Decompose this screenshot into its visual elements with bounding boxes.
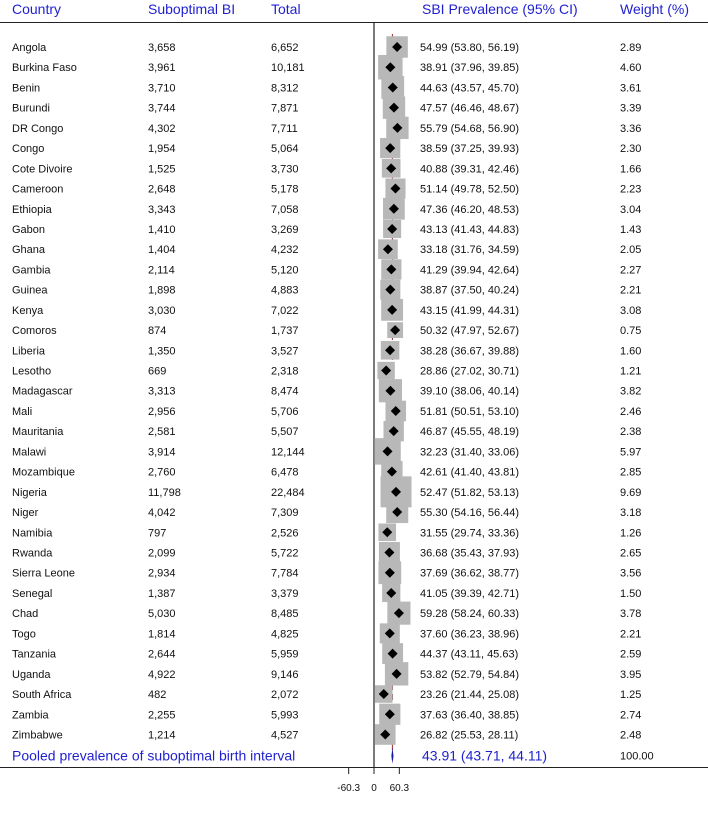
row-weight: 1.43 bbox=[620, 223, 642, 236]
row-suboptimal: 874 bbox=[148, 325, 167, 338]
row-country: DR Congo bbox=[12, 122, 64, 135]
pooled-diamond bbox=[391, 748, 393, 764]
row-total: 8,474 bbox=[271, 385, 299, 398]
row-country: Cote Divoire bbox=[12, 163, 73, 176]
row-total: 6,652 bbox=[271, 42, 299, 54]
row-country: Uganda bbox=[12, 668, 51, 681]
row-country: Namibia bbox=[12, 527, 53, 540]
row-total: 3,269 bbox=[271, 223, 299, 236]
row-suboptimal: 4,042 bbox=[148, 507, 176, 520]
row-ci-text: 47.57 (46.46, 48.67) bbox=[420, 102, 520, 115]
row-country: South Africa bbox=[12, 689, 72, 702]
row-country: Gambia bbox=[12, 264, 51, 277]
axis-tick-label: 60.3 bbox=[389, 783, 410, 794]
row-suboptimal: 4,922 bbox=[148, 668, 176, 681]
row-suboptimal: 2,760 bbox=[148, 466, 176, 479]
row-suboptimal: 2,114 bbox=[148, 264, 175, 277]
row-ci-text: 28.86 (27.02, 30.71) bbox=[420, 365, 520, 378]
row-total: 5,993 bbox=[271, 709, 299, 722]
row-weight: 5.97 bbox=[620, 446, 642, 459]
row-country: Kenya bbox=[12, 304, 44, 317]
row-suboptimal: 5,030 bbox=[148, 608, 176, 621]
row-ci-text: 47.36 (46.20, 48.53) bbox=[420, 203, 520, 216]
row-country: Mauritania bbox=[12, 426, 64, 439]
row-ci-text: 51.14 (49.78, 52.50) bbox=[420, 183, 520, 196]
row-weight: 3.56 bbox=[620, 567, 642, 580]
row-country: Gabon bbox=[12, 223, 46, 236]
row-total: 3,379 bbox=[271, 587, 299, 600]
row-weight: 1.21 bbox=[620, 365, 642, 378]
row-total: 4,232 bbox=[271, 244, 299, 257]
row-weight: 3.95 bbox=[620, 668, 642, 681]
row-country: Malawi bbox=[12, 446, 47, 459]
row-suboptimal: 2,644 bbox=[148, 648, 176, 661]
row-country: Guinea bbox=[12, 284, 48, 297]
row-ci-text: 55.79 (54.68, 56.90) bbox=[420, 122, 520, 135]
row-country: Niger bbox=[12, 507, 39, 520]
row-suboptimal: 1,387 bbox=[148, 587, 176, 600]
row-ci-text: 38.91 (37.96, 39.85) bbox=[420, 62, 520, 75]
row-ci-text: 55.30 (54.16, 56.44) bbox=[420, 507, 520, 520]
row-suboptimal: 3,030 bbox=[148, 304, 176, 317]
row-weight: 1.60 bbox=[620, 345, 642, 358]
row-total: 7,871 bbox=[271, 102, 299, 115]
pooled-label: Pooled prevalence of suboptimal birth interval bbox=[12, 747, 296, 764]
row-country: Rwanda bbox=[12, 547, 53, 560]
row-total: 3,527 bbox=[271, 345, 299, 358]
header-country: Country bbox=[12, 1, 62, 17]
row-country: Ghana bbox=[12, 244, 46, 257]
row-suboptimal: 1,404 bbox=[148, 244, 176, 257]
row-weight: 2.38 bbox=[620, 426, 642, 439]
row-weight: 3.78 bbox=[620, 608, 642, 621]
row-suboptimal: 1,525 bbox=[148, 163, 176, 176]
row-weight: 2.46 bbox=[620, 405, 642, 418]
row-suboptimal: 669 bbox=[148, 365, 167, 378]
row-suboptimal: 1,350 bbox=[148, 345, 176, 358]
row-weight: 3.04 bbox=[620, 203, 642, 216]
row-suboptimal: 3,914 bbox=[148, 446, 176, 459]
row-country: Cameroon bbox=[12, 183, 64, 196]
row-suboptimal: 3,744 bbox=[148, 102, 176, 115]
row-total: 7,309 bbox=[271, 507, 299, 520]
row-suboptimal: 3,343 bbox=[148, 203, 176, 216]
row-total: 8,485 bbox=[271, 608, 299, 621]
row-total: 5,064 bbox=[271, 143, 299, 156]
row-total: 4,883 bbox=[271, 284, 299, 297]
row-country: Chad bbox=[12, 608, 39, 621]
row-total: 3,730 bbox=[271, 163, 299, 176]
row-suboptimal: 2,099 bbox=[148, 547, 176, 560]
row-total: 7,022 bbox=[271, 304, 299, 317]
row-ci-text: 33.18 (31.76, 34.59) bbox=[420, 244, 520, 257]
row-suboptimal: 1,214 bbox=[148, 729, 176, 742]
row-weight: 2.30 bbox=[620, 143, 642, 156]
row-suboptimal: 482 bbox=[148, 689, 167, 702]
row-suboptimal: 3,710 bbox=[148, 82, 176, 95]
row-ci-text: 38.28 (36.67, 39.88) bbox=[420, 345, 520, 358]
row-ci-text: 26.82 (25.53, 28.11) bbox=[420, 729, 519, 742]
row-weight: 3.08 bbox=[620, 304, 642, 317]
row-country: Angola bbox=[12, 42, 47, 54]
row-ci-text: 43.13 (41.43, 44.83) bbox=[420, 223, 520, 236]
row-country: Mali bbox=[12, 405, 33, 418]
row-country: Liberia bbox=[12, 345, 46, 358]
row-weight: 3.18 bbox=[620, 507, 642, 520]
row-ci-text: 44.63 (43.57, 45.70) bbox=[420, 82, 520, 95]
row-total: 9,146 bbox=[271, 668, 299, 681]
row-weight: 2.74 bbox=[620, 709, 642, 722]
header-total: Total bbox=[271, 1, 301, 17]
row-ci-text: 42.61 (41.40, 43.81) bbox=[420, 466, 520, 479]
row-weight: 2.21 bbox=[620, 628, 642, 641]
row-total: 22,484 bbox=[271, 486, 305, 499]
row-total: 7,784 bbox=[271, 567, 299, 580]
row-weight: 2.89 bbox=[620, 42, 642, 54]
row-country: Comoros bbox=[12, 325, 57, 338]
row-suboptimal: 2,934 bbox=[148, 567, 176, 580]
row-total: 2,318 bbox=[271, 365, 299, 378]
row-ci-text: 23.26 (21.44, 25.08) bbox=[420, 689, 520, 702]
row-country: Benin bbox=[12, 82, 41, 95]
row-weight: 2.59 bbox=[620, 648, 642, 661]
row-ci-text: 37.69 (36.62, 38.77) bbox=[420, 567, 520, 580]
row-weight: 0.75 bbox=[620, 325, 642, 338]
row-country: Burundi bbox=[12, 102, 50, 115]
pooled-ci-text: 43.91 (43.71, 44.11) bbox=[422, 747, 548, 764]
row-weight: 1.50 bbox=[620, 587, 642, 600]
row-weight: 3.36 bbox=[620, 122, 642, 135]
row-ci-text: 41.29 (39.94, 42.64) bbox=[420, 264, 520, 277]
row-country: Ethiopia bbox=[12, 203, 52, 216]
row-ci-text: 54.99 (53.80, 56.19) bbox=[420, 42, 520, 54]
row-weight: 3.39 bbox=[620, 102, 642, 115]
row-suboptimal: 1,898 bbox=[148, 284, 176, 297]
row-country: Congo bbox=[12, 143, 45, 156]
row-ci-text: 46.87 (45.55, 48.19) bbox=[420, 426, 520, 439]
row-total: 4,825 bbox=[271, 628, 299, 641]
row-ci-text: 44.37 (43.11, 45.63) bbox=[420, 648, 519, 661]
row-ci-text: 43.15 (41.99, 44.31) bbox=[420, 304, 520, 317]
row-weight: 1.66 bbox=[620, 163, 642, 176]
row-ci-text: 51.81 (50.51, 53.10) bbox=[420, 405, 520, 418]
row-total: 5,178 bbox=[271, 183, 299, 196]
row-weight: 2.05 bbox=[620, 244, 642, 257]
row-total: 8,312 bbox=[271, 82, 299, 95]
pooled-weight: 100.00 bbox=[620, 750, 654, 763]
row-suboptimal: 4,302 bbox=[148, 122, 176, 135]
row-weight: 2.27 bbox=[620, 264, 642, 277]
row-total: 12,144 bbox=[271, 446, 305, 459]
row-weight: 1.25 bbox=[620, 689, 642, 702]
row-total: 10,181 bbox=[271, 62, 305, 75]
row-weight: 3.61 bbox=[620, 82, 642, 95]
row-suboptimal: 1,410 bbox=[148, 223, 176, 236]
row-weight: 1.26 bbox=[620, 527, 642, 540]
row-suboptimal: 2,255 bbox=[148, 709, 176, 722]
row-ci-text: 32.23 (31.40, 33.06) bbox=[420, 446, 520, 459]
row-ci-text: 40.88 (39.31, 42.46) bbox=[420, 163, 520, 176]
header-suboptimal: Suboptimal BI bbox=[148, 1, 236, 17]
row-total: 5,959 bbox=[271, 648, 299, 661]
row-country: Nigeria bbox=[12, 486, 47, 499]
row-suboptimal: 1,954 bbox=[148, 143, 176, 156]
row-total: 2,526 bbox=[271, 527, 299, 540]
row-ci-text: 53.82 (52.79, 54.84) bbox=[420, 668, 520, 681]
row-country: Zimbabwe bbox=[12, 729, 63, 742]
row-suboptimal: 3,961 bbox=[148, 62, 176, 75]
axis-tick-label: 0 bbox=[371, 783, 377, 794]
row-suboptimal: 11,798 bbox=[148, 486, 181, 499]
row-total: 5,706 bbox=[271, 405, 299, 418]
row-country: Burkina Faso bbox=[12, 62, 77, 75]
header-weight: Weight (%) bbox=[620, 1, 689, 17]
row-ci-text: 52.47 (51.82, 53.13) bbox=[420, 486, 520, 499]
row-total: 5,120 bbox=[271, 264, 299, 277]
row-suboptimal: 3,658 bbox=[148, 42, 176, 54]
row-weight: 2.21 bbox=[620, 284, 642, 297]
row-ci-text: 39.10 (38.06, 40.14) bbox=[420, 385, 520, 398]
row-country: Sierra Leone bbox=[12, 567, 75, 580]
row-total: 5,722 bbox=[271, 547, 299, 560]
row-country: Mozambique bbox=[12, 466, 75, 479]
row-suboptimal: 2,648 bbox=[148, 183, 176, 196]
row-weight: 2.48 bbox=[620, 729, 642, 742]
row-country: Zambia bbox=[12, 709, 49, 722]
row-total: 2,072 bbox=[271, 689, 299, 702]
row-suboptimal: 3,313 bbox=[148, 385, 176, 398]
row-ci-text: 31.55 (29.74, 33.36) bbox=[420, 527, 520, 540]
row-ci-text: 36.68 (35.43, 37.93) bbox=[420, 547, 520, 560]
row-total: 5,507 bbox=[271, 426, 299, 439]
row-suboptimal: 1,814 bbox=[148, 628, 176, 641]
row-country: Madagascar bbox=[12, 385, 73, 398]
row-weight: 3.82 bbox=[620, 385, 642, 398]
row-country: Togo bbox=[12, 628, 36, 641]
row-weight: 2.85 bbox=[620, 466, 642, 479]
row-suboptimal: 797 bbox=[148, 527, 167, 540]
row-suboptimal: 2,956 bbox=[148, 405, 176, 418]
row-ci-text: 59.28 (58.24, 60.33) bbox=[420, 608, 520, 621]
row-total: 6,478 bbox=[271, 466, 299, 479]
row-weight: 9.69 bbox=[620, 486, 642, 499]
row-country: Senegal bbox=[12, 587, 53, 600]
header-prevalence: SBI Prevalence (95% CI) bbox=[422, 1, 578, 17]
row-weight: 2.65 bbox=[620, 547, 642, 560]
row-total: 7,058 bbox=[271, 203, 299, 216]
row-weight: 2.23 bbox=[620, 183, 642, 196]
row-weight: 4.60 bbox=[620, 62, 642, 75]
row-ci-text: 41.05 (39.39, 42.71) bbox=[420, 587, 520, 600]
row-country: Lesotho bbox=[12, 365, 52, 378]
row-ci-text: 37.60 (36.23, 38.96) bbox=[420, 628, 520, 641]
row-ci-text: 38.59 (37.25, 39.93) bbox=[420, 143, 520, 156]
row-ci-text: 37.63 (36.40, 38.85) bbox=[420, 709, 520, 722]
row-country: Tanzania bbox=[12, 648, 57, 661]
row-total: 1,737 bbox=[271, 325, 299, 338]
row-ci-text: 50.32 (47.97, 52.67) bbox=[420, 325, 520, 338]
row-total: 4,527 bbox=[271, 729, 299, 742]
row-suboptimal: 2,581 bbox=[148, 426, 176, 439]
row-ci-text: 38.87 (37.50, 40.24) bbox=[420, 284, 520, 297]
row-total: 7,711 bbox=[271, 122, 298, 135]
axis-tick-label: -60.3 bbox=[337, 783, 361, 794]
